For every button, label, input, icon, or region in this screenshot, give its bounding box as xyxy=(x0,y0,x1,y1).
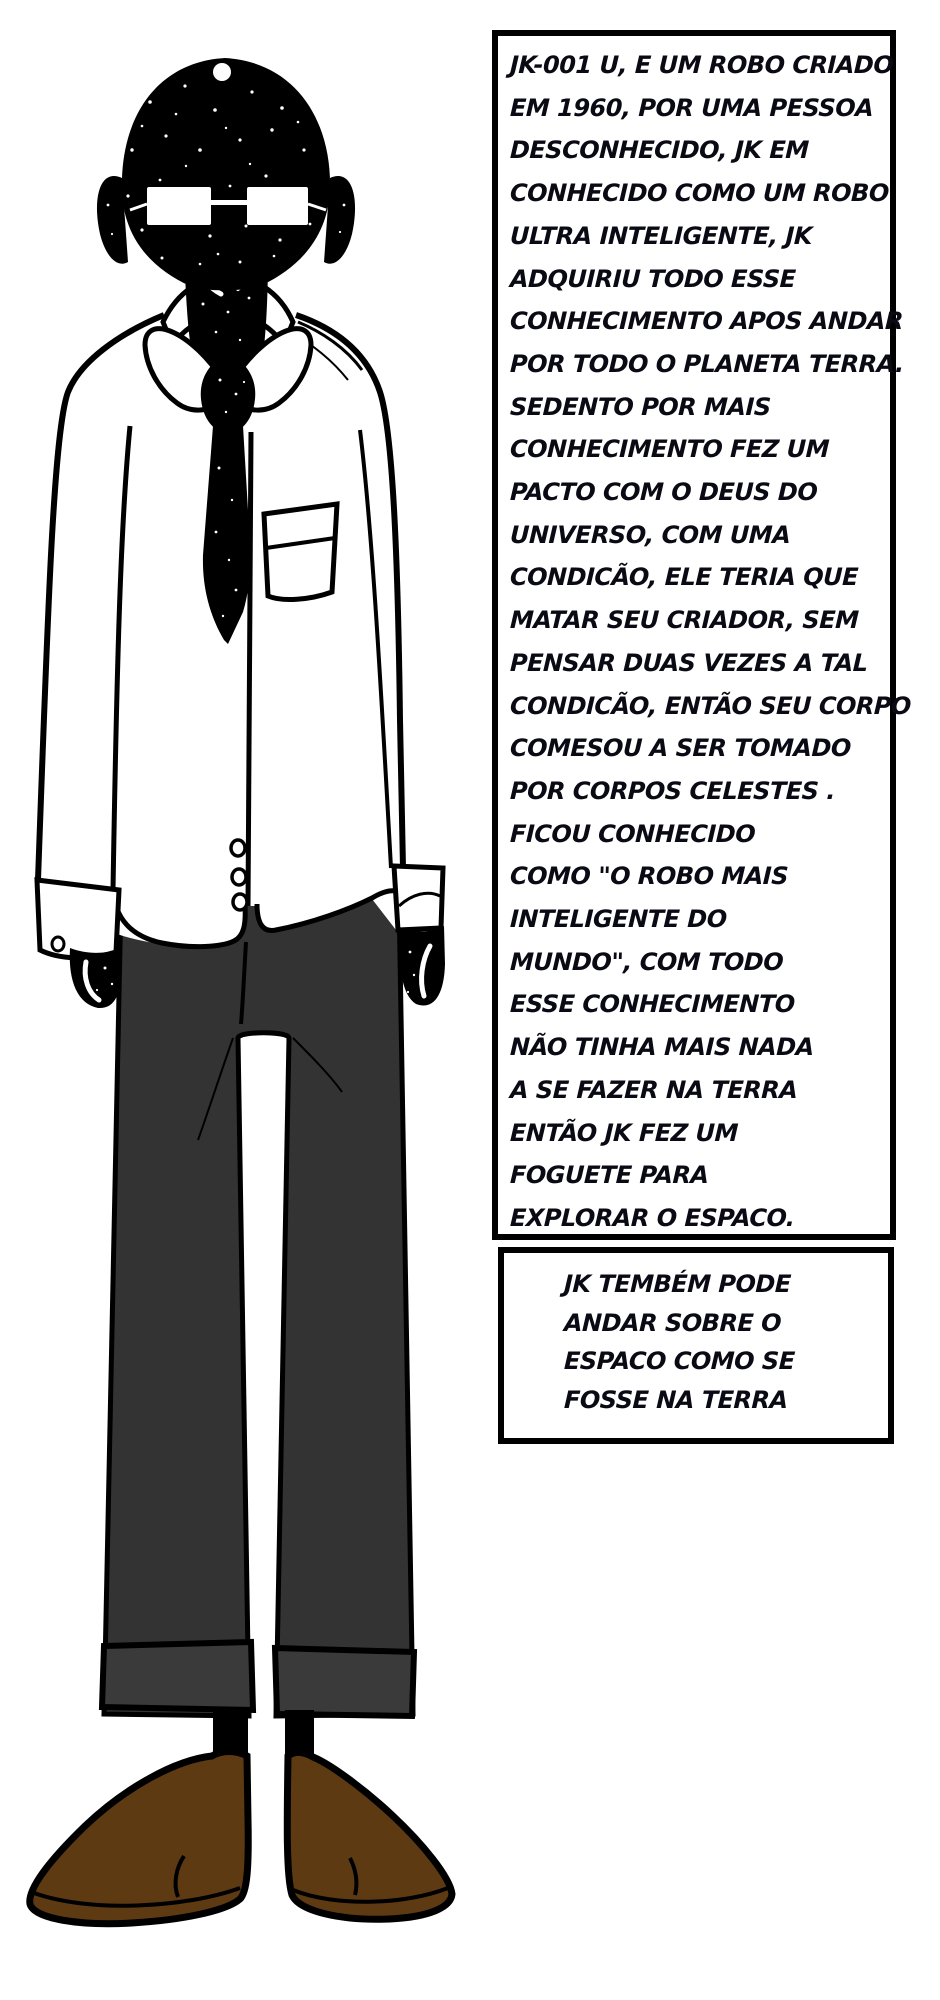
text-line: JK TEMBÉM PODE xyxy=(563,1270,792,1298)
glasses-bridge xyxy=(211,200,247,205)
ability-text-lines xyxy=(564,1265,882,1419)
text-line: COMO "O ROBO MAIS xyxy=(509,862,789,891)
text-line: PACTO COM O DEUS DO xyxy=(509,478,818,507)
text-line: DESCONHECIDO, JK EM xyxy=(509,136,810,165)
text-line: ENTÃO JK FEZ UM xyxy=(509,1118,739,1147)
shoes xyxy=(30,1752,452,1924)
text-line: UNIVERSO, COM UMA xyxy=(509,520,791,549)
left-hand xyxy=(70,948,122,1008)
text-line: MATAR SEU CRIADOR, SEM xyxy=(509,606,859,635)
text-line: JK-001 U, E UM ROBO CRIADO xyxy=(509,51,894,79)
text-line: FICOU CONHECIDO xyxy=(509,819,756,848)
text-line: CONHECIDO COMO UM ROBO xyxy=(509,179,890,208)
left-cuff xyxy=(37,880,119,958)
head xyxy=(97,58,355,290)
text-line: A SE FAZER NA TERRA xyxy=(509,1075,798,1104)
text-line: POR CORPOS CELESTES . xyxy=(509,776,836,805)
text-line: CONDICÃO, ENTÃO SEU CORPO xyxy=(509,691,912,720)
text-line: ESPACO COMO SE xyxy=(563,1347,796,1375)
pant-cuffs xyxy=(102,1642,414,1716)
head-highlight xyxy=(213,63,231,81)
text-line: COMESOU A SER TOMADO xyxy=(509,734,852,763)
ability-text-panel xyxy=(498,1247,894,1444)
text-line: EM 1960, POR UMA PESSOA xyxy=(509,93,874,122)
shirt-buttons xyxy=(231,840,247,910)
text-line: INTELIGENTE DO xyxy=(509,905,728,934)
text-line: ADQUIRIU TODO ESSE xyxy=(509,264,797,293)
pants xyxy=(104,898,413,1716)
text-line: NÃO TINHA MAIS NADA xyxy=(509,1033,815,1062)
text-line: CONDICÃO, ELE TERIA QUE xyxy=(509,563,859,592)
right-hand xyxy=(400,926,445,1005)
head-shape xyxy=(122,58,330,290)
glasses-right-lens xyxy=(247,187,308,225)
text-line: SEDENTO POR MAIS xyxy=(509,392,772,421)
bio-text-panel xyxy=(492,30,912,1240)
text-line: CONHECIMENTO APOS ANDAR xyxy=(509,307,904,336)
text-line: PENSAR DUAS VEZES A TAL xyxy=(509,648,869,677)
text-line: EXPLORAR O ESPACO. xyxy=(509,1203,795,1232)
text-line: MUNDO", COM TODO xyxy=(509,947,784,976)
text-line: ULTRA INTELIGENTE, JK xyxy=(509,221,813,250)
right-cuff xyxy=(394,866,443,930)
bio-text-lines xyxy=(509,44,912,1240)
text-line: FOGUETE PARA xyxy=(509,1161,710,1190)
text-line: ESSE CONHECIMENTO xyxy=(509,990,796,1019)
shirt-placket xyxy=(248,432,251,906)
left-shoe xyxy=(30,1752,248,1924)
text-line: POR TODO O PLANETA TERRA. xyxy=(509,349,905,378)
glasses-left-lens xyxy=(147,187,211,225)
text-line: CONHECIMENTO FEZ UM xyxy=(509,435,830,464)
text-line: ANDAR SOBRE O xyxy=(563,1308,782,1337)
text-line: FOSSE NA TERRA xyxy=(563,1385,789,1414)
chest-pocket xyxy=(264,504,337,599)
